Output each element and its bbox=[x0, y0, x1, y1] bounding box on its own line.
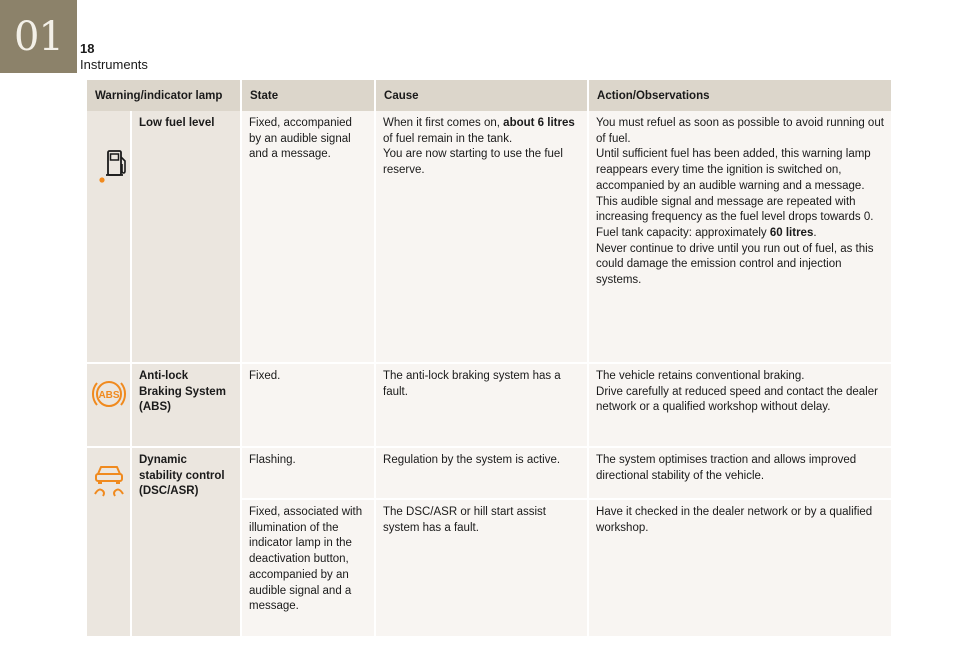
abs-icon bbox=[89, 374, 129, 420]
lamp-name: Anti-lock Braking System (ABS) bbox=[131, 363, 241, 447]
warning-lamp-table bbox=[87, 80, 891, 638]
column-header-lamp: Warning/indicator lamp bbox=[87, 80, 241, 111]
icon-cell bbox=[87, 363, 131, 447]
action-cell: The vehicle retains conventional braking. Drive carefully at reduced speed and contact the dealer network or a qualified workshop without delay. bbox=[588, 363, 891, 447]
table-row-abs bbox=[87, 363, 891, 447]
action-cell: Have it checked in the dealer network or by a qualified workshop. bbox=[588, 499, 891, 637]
svg-text:ABS: ABS bbox=[98, 390, 120, 401]
state-cell: Fixed, accompanied by an audible signal and a message. bbox=[241, 111, 375, 363]
fuel-pump-icon bbox=[99, 146, 129, 192]
state-cell: Fixed, associated with illumination of the indicator lamp in the deactivation button, accompanied by an audible signal and a message. bbox=[241, 499, 375, 637]
table-header-row bbox=[87, 80, 891, 111]
column-header-state: State bbox=[241, 80, 375, 111]
column-header-action: Action/Observations bbox=[588, 80, 891, 111]
skidding-car-icon bbox=[91, 458, 127, 504]
action-cell: You must refuel as soon as possible to avoid running out of fuel. Until sufficient fuel has been added, this warning lamp reappears every time the ignition is switched on, accompanied by an audible warning and a message. This audible signal and message are repeated with increasing frequency as the fuel level drops towards 0. Fuel tank capacity: approximately 60 litres. Never continue to drive until you run out of fuel, as this could damage the emission control and injection systems. bbox=[588, 111, 891, 363]
lamp-name: Dynamic stability control (DSC/ASR) bbox=[131, 447, 241, 637]
section-title: Instruments bbox=[80, 57, 148, 72]
cause-cell: When it first comes on, about 6 litres of fuel remain in the tank. You are now starting to use the fuel reserve. bbox=[375, 111, 588, 363]
cause-cell: The DSC/ASR or hill start assist system has a fault. bbox=[375, 499, 588, 637]
state-cell: Fixed. bbox=[241, 363, 375, 447]
table-row-dsc-flashing bbox=[87, 447, 891, 499]
chapter-tab: 01 bbox=[0, 0, 77, 73]
column-header-cause: Cause bbox=[375, 80, 588, 111]
action-cell: The system optimises traction and allows improved directional stability of the vehicle. bbox=[588, 447, 891, 499]
icon-cell bbox=[87, 111, 131, 363]
table-row-low-fuel bbox=[87, 111, 891, 363]
cause-cell: Regulation by the system is active. bbox=[375, 447, 588, 499]
cause-cell: The anti-lock braking system has a fault. bbox=[375, 363, 588, 447]
icon-cell bbox=[87, 447, 131, 637]
lamp-name: Low fuel level bbox=[131, 111, 241, 363]
page-number: 18 bbox=[80, 41, 95, 56]
state-cell: Flashing. bbox=[241, 447, 375, 499]
